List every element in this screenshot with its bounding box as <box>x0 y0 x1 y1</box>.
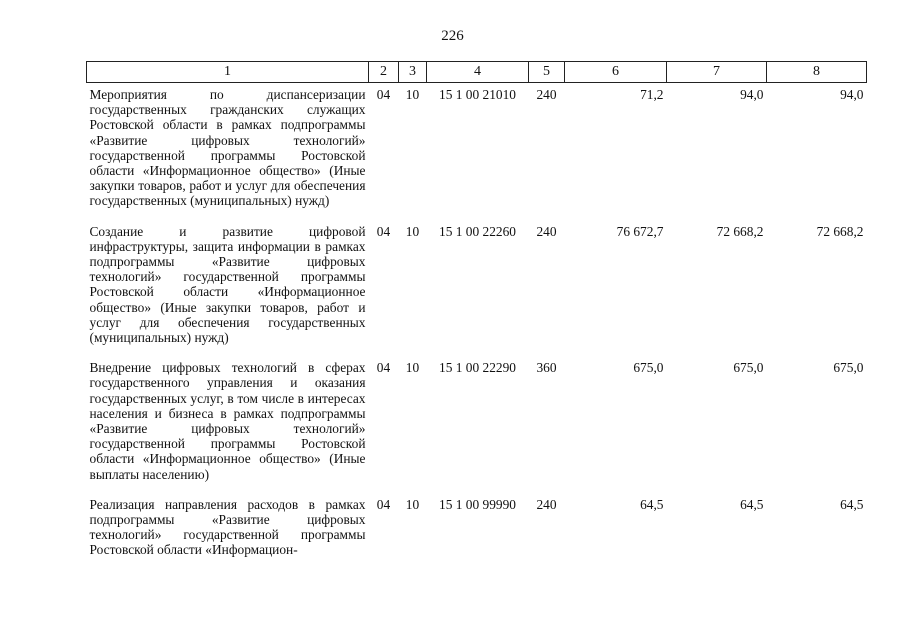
subsection-code: 10 <box>405 360 420 376</box>
col-header-3: 3 <box>399 62 427 83</box>
col-header-5: 5 <box>529 62 565 83</box>
expense-type-code: 240 <box>536 223 557 239</box>
amount-col-6: 71,2 <box>640 87 664 102</box>
amount-col-6: 675,0 <box>633 360 664 376</box>
expense-name: Мероприятия по диспансеризации государственных гражданских служащих Ростовской области в рамках подпрограммы «Развитие цифровых технологий» государственной программы Ростовской области «Информационное общество» (Иные закупки товаров, работ и услуг для обеспечения государственных (муниципальных) нужд) <box>89 87 366 209</box>
expense-type-code: 360 <box>536 360 557 376</box>
section-code: 04 <box>376 87 391 102</box>
table-row <box>87 83 867 220</box>
amount-col-8: 72 668,2 <box>816 223 864 239</box>
section-code: 04 <box>376 496 391 512</box>
expense-name: Внедрение цифровых технологий в сферах государственного управления и оказания государственных услуг, в том числе в интересах населения и бизнеса в рамках подпрограммы «Развитие цифровых технологий» государственной программы Ростовской области «Информационное общество» (Иные выплаты населению) <box>89 360 366 482</box>
table-row <box>87 356 867 493</box>
amount-col-8: 675,0 <box>833 360 864 376</box>
table-row <box>87 220 867 357</box>
col-header-6: 6 <box>565 62 667 83</box>
amount-col-7: 94,0 <box>740 87 764 102</box>
target-article-code: 15 1 00 21010 <box>439 87 516 102</box>
amount-col-7: 72 668,2 <box>716 223 764 239</box>
amount-col-7: 64,5 <box>740 496 764 512</box>
expense-name: Создание и развитие цифровой инфраструктуры, защита информации в рамках подпрограммы «Развитие цифровых технологий» государственной программы Ростовской области «Информационное общество» (Иные закупки товаров, работ и услуг для обеспечения государственных (муниципальных) нужд) <box>89 223 366 346</box>
col-header-4: 4 <box>427 62 529 83</box>
section-code: 04 <box>376 223 391 239</box>
amount-col-7: 675,0 <box>733 360 764 376</box>
table-row <box>87 493 867 569</box>
target-article-code: 15 1 00 99990 <box>439 496 516 512</box>
amount-col-8: 64,5 <box>840 496 864 512</box>
target-article-code: 15 1 00 22260 <box>439 223 516 239</box>
col-header-8: 8 <box>767 62 867 83</box>
col-header-2: 2 <box>369 62 399 83</box>
subsection-code: 10 <box>405 223 420 239</box>
section-code: 04 <box>376 360 391 376</box>
expense-type-code: 240 <box>536 87 557 102</box>
subsection-code: 10 <box>405 496 420 512</box>
budget-table <box>86 61 867 569</box>
expense-type-code: 240 <box>536 496 557 512</box>
amount-col-8: 94,0 <box>840 87 864 102</box>
subsection-code: 10 <box>405 87 420 102</box>
target-article-code: 15 1 00 22290 <box>439 360 516 376</box>
amount-col-6: 76 672,7 <box>616 223 664 239</box>
amount-col-6: 64,5 <box>640 496 664 512</box>
col-header-7: 7 <box>667 62 767 83</box>
col-header-1: 1 <box>87 62 369 83</box>
expense-name: Реализация направления расходов в рамках подпрограммы «Развитие цифровых технологий» государственной программы Ростовской области «Информацион- <box>89 496 366 558</box>
header-row <box>87 62 867 83</box>
page-number: 226 <box>441 28 464 44</box>
